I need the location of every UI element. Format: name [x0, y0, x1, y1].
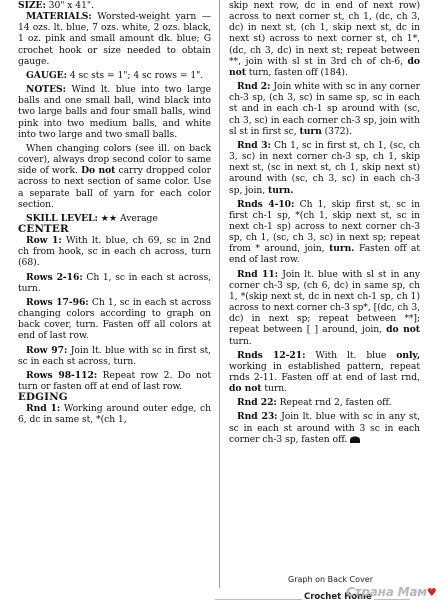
- do-not-emphasis: do not: [386, 324, 420, 336]
- center-rows-17-96: [18, 297, 211, 342]
- round-text: turn.: [229, 335, 252, 347]
- round-text: turn, fasten off (184).: [245, 66, 348, 78]
- row-label: Row 97:: [26, 344, 68, 356]
- gauge-label: GAUGE:: [26, 69, 67, 81]
- row-text: Ch 1, sc in each st across changing colors according to graph on back cover, turn. Fasten off all colors at end of last row.: [18, 296, 211, 342]
- do-not-emphasis: do not: [229, 55, 420, 78]
- color-change-paragraph: [18, 143, 211, 210]
- round-label: Rnd 1:: [26, 403, 61, 415]
- row-text: Repeat row 2. Do not turn or fasten off at end of last row.: [18, 369, 211, 392]
- row-text: Ch 1, sc in each st across, turn.: [18, 271, 211, 294]
- edging-rnd-1: [18, 403, 211, 425]
- column-divider: [219, 0, 220, 588]
- round-text: Join lt. blue with sl st in any corner ch-3 sp, (ch 6, dc) in same sp, ch 1, *(skip next st, dc in next ch-1 sp, ch 1) across to next corner ch-3 sp*, [(dc, ch 3, dc) in next sp; repeat between **]; repeat between [ ] around, join,: [229, 268, 420, 336]
- row-label: Rows 98-112:: [26, 369, 98, 381]
- edging-heading: EDGING: [18, 391, 68, 404]
- color-change-text-cont: carry dropped color across to next section of same color. Use a separate ball of yarn for each color section.: [18, 165, 211, 210]
- round-text: Ch 1, skip first st, sc in first ch-1 sp, *(ch 1, skip next st, sc in next ch-1 sp) across to next corner ch-3 sp, ch 1, (sc, ch 3, sc) in next sp; repeat from * around, join,: [229, 198, 420, 255]
- only-emphasis: only,: [396, 349, 420, 361]
- row-label: Row 1:: [26, 235, 62, 247]
- notes-label: NOTES:: [26, 84, 66, 96]
- center-row-97: [18, 345, 211, 367]
- do-not-emphasis: Do not: [81, 165, 116, 177]
- round-label: Rnd 2:: [237, 81, 271, 93]
- size-line: [18, 0, 211, 11]
- center-rows-2-16: [18, 272, 211, 294]
- round-label: Rnd 11:: [237, 268, 279, 280]
- watermark-logo: [346, 585, 437, 599]
- materials-label: MATERIALS:: [26, 11, 92, 23]
- round-label: Rnds 12-21:: [237, 349, 306, 361]
- row-label: Rows 2-16:: [26, 271, 83, 283]
- edging-rnd-11: [229, 269, 420, 347]
- round-text: skip next row, dc in end of next row) across to next corner st, ch 1, (dc, ch 3, dc) in next st, (ch 1, skip next st, dc in next st) across to next corner st, ch 1*, (dc, ch 3, dc) in next st; repeat between **, join with sl st in 3rd ch of ch-6,: [229, 0, 420, 67]
- round-text: Join lt. blue with sc in any st, sc in each st around with 3 sc in each corner ch-3 sp, fasten off.: [229, 411, 420, 445]
- round-text: Working around outer edge, ch 6, dc in same st, *(ch 1,: [18, 403, 211, 426]
- heart-icon: ♥: [426, 586, 437, 599]
- size-label: SIZE:: [18, 0, 46, 11]
- turn-emphasis: turn.: [268, 184, 294, 196]
- magazine-footer: Crochet Home: [304, 592, 372, 602]
- edging-rnds-4-10: [229, 199, 420, 266]
- notes-paragraph: [18, 84, 211, 140]
- round-text: (372).: [321, 125, 352, 137]
- row-text: Join lt. blue with sc in first st, sc in each st across, turn.: [18, 344, 211, 367]
- round-text: Repeat rnd 2, fasten off.: [276, 397, 392, 409]
- round-text: working in established pattern, repeat rnds 2-11. Fasten off at end of last rnd,: [229, 360, 420, 383]
- center-heading: CENTER: [18, 222, 69, 235]
- skill-value: ★★ Average: [97, 212, 158, 224]
- edging-rnd-23: [229, 411, 420, 444]
- left-column: [18, 0, 211, 426]
- round-label: Rnd 23:: [237, 411, 278, 423]
- round-text: Ch 1, sc in first st, ch 1, (sc, ch 3, sc) in next corner ch-3 sp, ch 1, skip next st, (sc in next st, ch 1, skip next st) around with (sc, ch 3, sc) in each ch-3 sp, join,: [229, 139, 420, 196]
- size-value: 30" x 41".: [45, 0, 94, 11]
- round-label: Rnd 3:: [237, 139, 271, 151]
- color-change-text: When changing colors (see ill. on back cover), always drop second color to same side of work.: [18, 142, 211, 177]
- turn-emphasis: turn: [299, 125, 322, 137]
- edging-rnds-12-21: [229, 350, 420, 395]
- round-label: Rnd 22:: [237, 397, 277, 409]
- right-column: [229, 0, 420, 445]
- turn-emphasis: turn.: [329, 243, 355, 255]
- edging-rnd-22: [229, 397, 420, 408]
- round-label: Rnds 4-10:: [237, 198, 295, 210]
- gauge-value: 4 sc sts = 1"; 4 sc rows = 1".: [66, 69, 204, 81]
- row-label: Rows 17-96:: [26, 296, 89, 308]
- center-row-1: [18, 235, 211, 268]
- center-rows-98-112: [18, 370, 211, 392]
- round-text: Join white with sc in any corner ch-3 sp, (ch 3, sc) in same sp, sc in each st and in each ch-1 sp around with (sc, ch 3, sc) in each corner ch-3 sp, join with sl st in first sc,: [229, 81, 420, 137]
- notes-value: Wind lt. blue into two large balls and one small ball, wind black into two large balls and four small balls, wind pink into two medium balls, and white into two large and two small balls.: [18, 84, 211, 140]
- gauge-paragraph: [18, 70, 211, 81]
- materials-value: Worsted-weight yarn — 14 ozs. lt. blue, 7 ozs. white, 2 ozs. black, 1 oz. pink and small amount dk. blue; G crochet hook or size needed to obtain gauge.: [18, 11, 211, 67]
- do-not-emphasis: do not: [229, 383, 262, 395]
- edging-rnd-1-continued: [229, 0, 420, 78]
- round-text: Fasten off at end of last row.: [229, 243, 420, 266]
- edging-rnd-3: [229, 140, 420, 196]
- materials-paragraph: [18, 11, 211, 67]
- round-text: turn.: [261, 383, 287, 395]
- skill-label: SKILL LEVEL:: [26, 212, 98, 224]
- row-text: With lt. blue, ch 69, sc in 2nd ch from hook, sc in each ch across, turn (68).: [18, 235, 211, 269]
- watermark-text: Страна Мам: [346, 585, 427, 599]
- graph-note: Graph on Back Cover: [288, 575, 373, 584]
- round-text: With lt. blue: [305, 349, 397, 361]
- edging-rnd-2: [229, 81, 420, 137]
- end-of-pattern-icon: [350, 436, 360, 443]
